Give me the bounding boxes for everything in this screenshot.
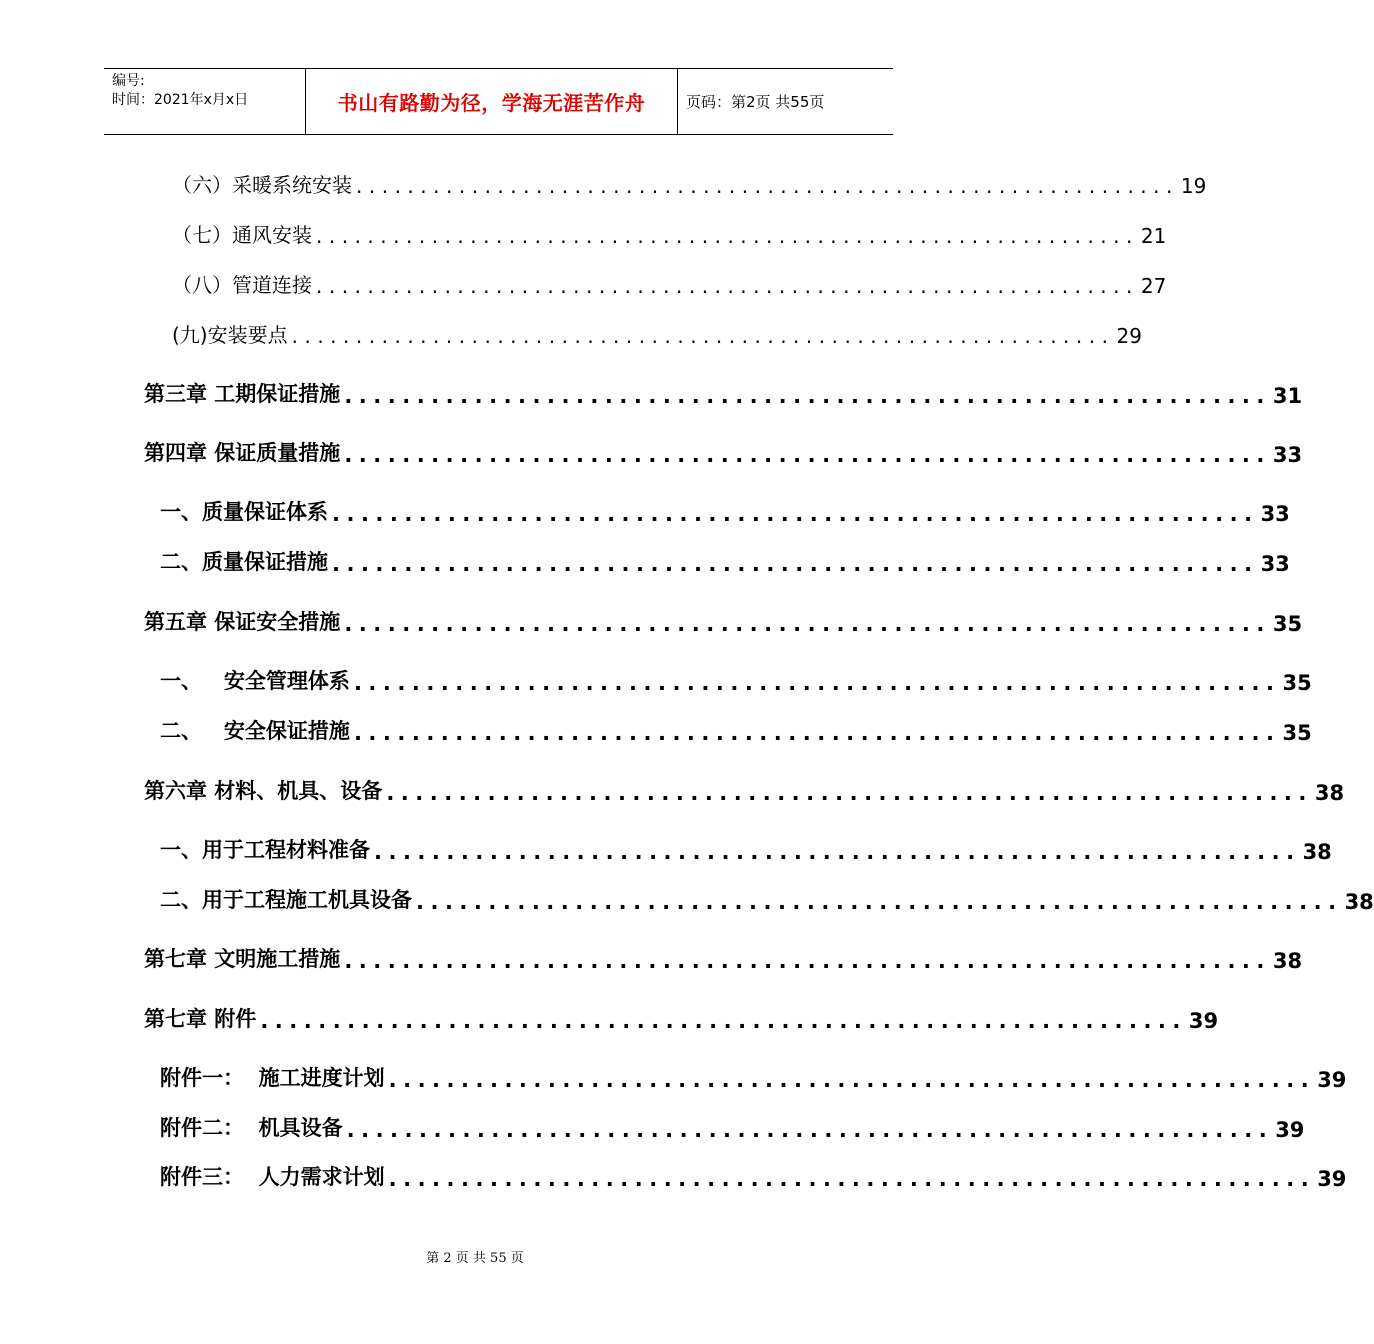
toc-entry-title: 第七章 文明施工措施	[144, 947, 341, 971]
toc-dot-leader: ................................................................	[316, 224, 1139, 248]
toc-entry-title: 二、 安全保证措施	[160, 719, 350, 743]
toc-entry[interactable]	[160, 715, 1312, 745]
toc-entry[interactable]	[172, 318, 1142, 348]
toc-entry-page: 38	[1344, 890, 1374, 914]
toc-dot-leader: ................................................................	[260, 1009, 1187, 1033]
toc-entry-title: 二、用于工程施工机具设备	[160, 888, 412, 912]
toc-entry[interactable]	[160, 1112, 1305, 1142]
toc-entry-title: 第七章 附件	[144, 1007, 257, 1031]
header-motto-cell	[306, 69, 678, 134]
toc-dot-leader: ................................................................	[344, 612, 1271, 636]
toc-entry[interactable]	[144, 775, 1345, 805]
toc-entry[interactable]	[160, 1161, 1347, 1191]
toc-entry-title: 附件二： 机具设备	[160, 1116, 343, 1140]
toc-entry[interactable]	[172, 268, 1167, 298]
toc-entry-page: 39	[1317, 1167, 1347, 1191]
toc-dot-leader: ................................................................	[344, 443, 1271, 467]
toc-entry-title: 第六章 材料、机具、设备	[144, 779, 383, 803]
toc-entry-title: 附件三： 人力需求计划	[160, 1165, 385, 1189]
toc-dot-leader: ................................................................	[332, 502, 1259, 526]
toc-entry-title: （六）采暖系统安装	[172, 173, 352, 197]
toc-dot-leader: ................................................................	[388, 1167, 1316, 1191]
page-footer: 第 2 页 共 55 页	[426, 1251, 524, 1266]
toc-entry-page: 35	[1282, 671, 1312, 695]
header-motto: 书山有路勤为径，学海无涯苦作舟	[337, 91, 646, 115]
toc-entry[interactable]	[144, 943, 1303, 973]
toc-entry-page: 39	[1317, 1068, 1347, 1092]
toc-entry[interactable]	[172, 168, 1207, 198]
header-page-info: 页码：第2页 共55页	[686, 93, 825, 111]
toc-entry[interactable]	[144, 606, 1303, 636]
toc-entry-page: 39	[1188, 1009, 1219, 1033]
toc-entry-page: 39	[1275, 1118, 1305, 1142]
toc-entry-title: 附件一： 施工进度计划	[160, 1066, 385, 1090]
toc-entry[interactable]	[160, 884, 1374, 914]
toc-entry-title: （八）管道连接	[172, 273, 312, 297]
toc-entry-title: 第五章 保证安全措施	[144, 610, 341, 634]
toc-dot-leader: ................................................................	[332, 552, 1259, 576]
toc-entry-page: 35	[1282, 721, 1312, 745]
toc-dot-leader: ................................................................	[416, 890, 1343, 914]
toc-dot-leader: ................................................................	[316, 274, 1139, 298]
toc-entry-page: 27	[1140, 274, 1167, 298]
document-date: 时间：2021年x月x日	[112, 92, 249, 108]
toc-entry-title: 第三章 工期保证措施	[144, 382, 341, 406]
header-meta	[104, 69, 306, 134]
toc-dot-leader: ................................................................	[386, 781, 1313, 805]
toc-entry-title: 二、质量保证措施	[160, 550, 328, 574]
toc-dot-leader: ................................................................	[353, 671, 1281, 695]
toc-entry[interactable]	[172, 218, 1167, 248]
toc-entry-title: 第四章 保证质量措施	[144, 441, 341, 465]
toc-entry-title: 一、用于工程材料准备	[160, 838, 370, 862]
toc-entry-page: 29	[1116, 324, 1142, 348]
toc-entry[interactable]	[160, 665, 1312, 695]
toc-dot-leader: ................................................................	[356, 174, 1179, 198]
toc-entry-page: 33	[1260, 502, 1290, 526]
toc-entry-page: 38	[1272, 949, 1303, 973]
toc-entry-page: 19	[1180, 174, 1207, 198]
toc-entry-page: 31	[1272, 384, 1303, 408]
toc-entry-page: 38	[1302, 840, 1332, 864]
toc-entry-title: （七）通风安装	[172, 223, 312, 247]
toc-entry-title: (九)安装要点	[172, 323, 288, 347]
toc-entry[interactable]	[160, 546, 1290, 576]
toc-entry-title: 一、 安全管理体系	[160, 669, 350, 693]
toc-entry-page: 21	[1140, 224, 1167, 248]
toc-entry-page: 33	[1260, 552, 1290, 576]
toc-entry[interactable]	[160, 496, 1290, 526]
toc-entry[interactable]	[160, 1062, 1347, 1092]
toc-dot-leader: ................................................................	[353, 721, 1281, 745]
toc-entry-title: 一、质量保证体系	[160, 500, 328, 524]
toc-dot-leader: ................................................................	[374, 840, 1301, 864]
toc-entry[interactable]	[144, 437, 1303, 467]
toc-entry-page: 33	[1272, 443, 1303, 467]
toc-dot-leader: ................................................................	[344, 949, 1271, 973]
toc-dot-leader: ................................................................	[291, 324, 1115, 348]
document-number-label: 编号:	[112, 73, 145, 89]
toc-dot-leader: ................................................................	[388, 1068, 1316, 1092]
toc-entry[interactable]	[144, 378, 1303, 408]
toc-entry[interactable]	[144, 1003, 1219, 1033]
toc-dot-leader: ................................................................	[346, 1118, 1274, 1142]
toc-entry-page: 38	[1314, 781, 1345, 805]
toc-dot-leader: ................................................................	[344, 384, 1271, 408]
toc-entry[interactable]	[160, 834, 1332, 864]
page-header	[104, 68, 893, 135]
header-page-info-cell	[678, 69, 893, 134]
toc-entry-page: 35	[1272, 612, 1303, 636]
